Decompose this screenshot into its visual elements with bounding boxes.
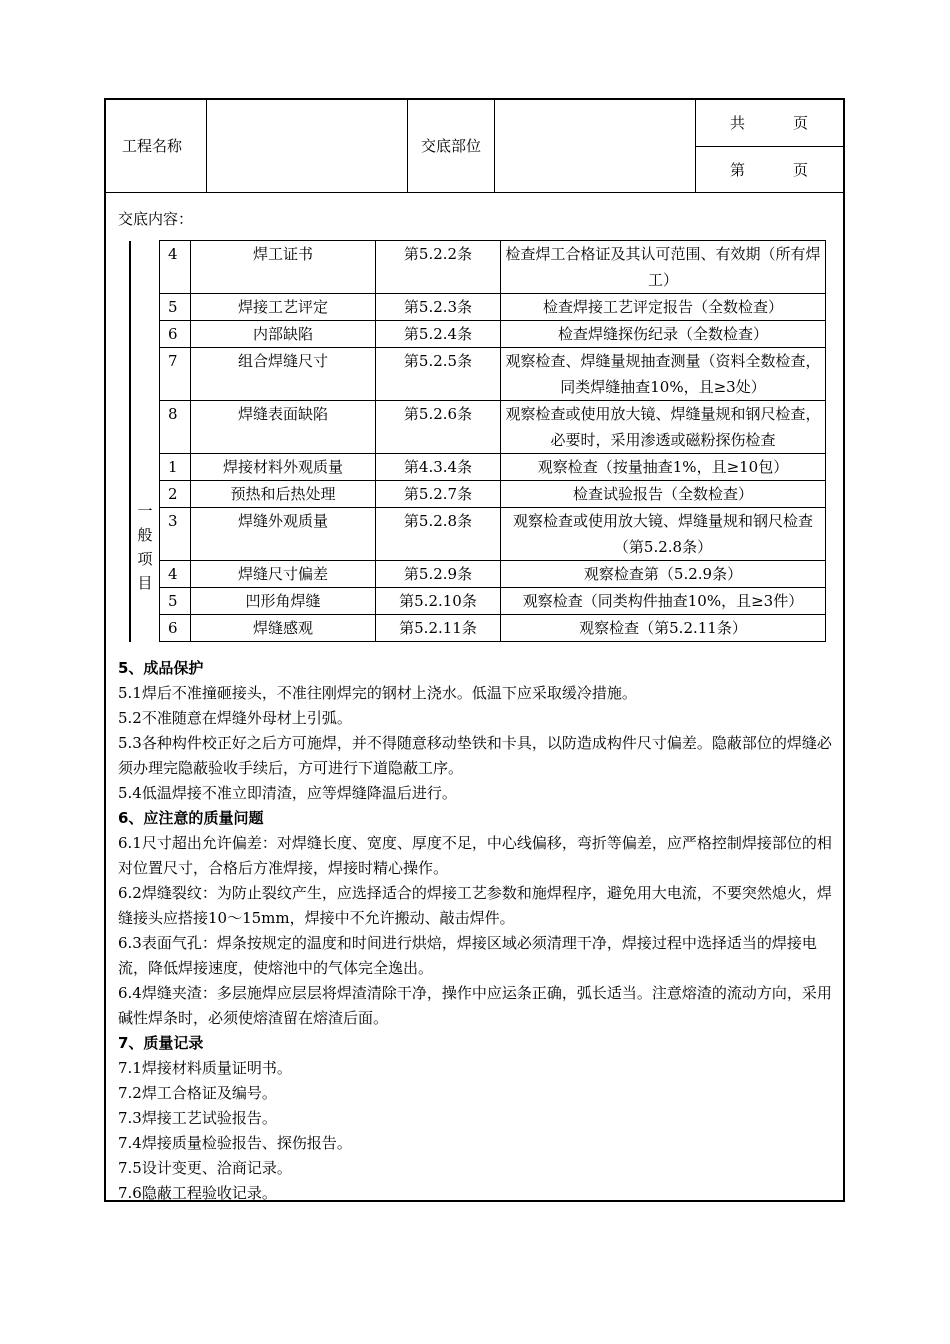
table-row — [130, 481, 826, 508]
page-number-prefix: 第 — [730, 160, 746, 179]
disclosure-part-label: 交底部位 — [408, 100, 495, 192]
row-item: 凹形角焊缝 — [191, 588, 376, 615]
row-clause: 第5.2.2条 — [376, 241, 501, 294]
row-number: 7 — [160, 348, 191, 401]
total-pages-cell — [696, 100, 846, 146]
project-name-value — [207, 100, 408, 192]
table-row — [130, 321, 826, 348]
inspection-table — [129, 240, 826, 642]
row-clause: 第5.2.3条 — [376, 294, 501, 321]
row-clause: 第4.3.4条 — [376, 454, 501, 481]
section-item: 6.2焊缝裂纹：为防止裂纹产生，应选择适合的焊接工艺参数和施焊程序，避免用大电流，不要突然熄火，焊缝接头应搭接10～15mm，焊接中不允许搬动、敲击焊件。 — [118, 884, 832, 927]
section-heading: 5、成品保护 — [118, 659, 204, 677]
section-item: 7.3焊接工艺试验报告。 — [118, 1109, 277, 1127]
section-item: 7.4焊接质量检验报告、探伤报告。 — [118, 1134, 352, 1152]
row-clause: 第5.2.8条 — [376, 508, 501, 561]
section-item: 6.3表面气孔：焊条按规定的温度和时间进行烘焙，焊接区域必须清理干净，焊接过程中选择适当的焊接电流，降低焊接速度，使熔池中的气体完全逸出。 — [118, 934, 817, 977]
table-row — [130, 241, 826, 294]
total-pages-prefix: 共 — [730, 114, 746, 133]
row-clause: 第5.2.7条 — [376, 481, 501, 508]
row-method: 观察检查第（5.2.9条） — [501, 561, 826, 588]
row-item: 焊工证书 — [191, 241, 376, 294]
row-number: 8 — [160, 401, 191, 454]
section-item: 5.4低温焊接不准立即清渣，应等焊缝降温后进行。 — [118, 784, 457, 802]
table-row — [130, 561, 826, 588]
table-row — [130, 615, 826, 642]
row-method: 观察检查或使用放大镜、焊缝量规和钢尺检查（第5.2.8条） — [501, 508, 826, 561]
project-name-label: 工程名称 — [106, 100, 207, 192]
row-number: 5 — [160, 294, 191, 321]
row-item: 焊缝外观质量 — [191, 508, 376, 561]
row-clause: 第5.2.10条 — [376, 588, 501, 615]
row-method: 检查试验报告（全数检查） — [501, 481, 826, 508]
row-number: 3 — [160, 508, 191, 561]
general-group-label: 一般项目 — [137, 502, 153, 592]
general-group-cell — [130, 454, 160, 642]
row-number: 4 — [160, 561, 191, 588]
section-item: 5.3各种构件校正好之后方可施焊，并不得随意移动垫铁和卡具，以防造成构件尺寸偏差。隐蔽部位的焊缝必须办理完隐蔽验收手续后，方可进行下道隐蔽工序。 — [118, 734, 832, 777]
section-heading: 6、应注意的质量问题 — [118, 809, 264, 827]
row-item: 焊接工艺评定 — [191, 294, 376, 321]
row-item: 焊缝感观 — [191, 615, 376, 642]
table-row — [130, 294, 826, 321]
table-row — [130, 401, 826, 454]
row-item: 焊缝表面缺陷 — [191, 401, 376, 454]
row-method: 观察检查（第5.2.11条） — [501, 615, 826, 642]
total-pages-suffix: 页 — [793, 114, 809, 133]
row-item: 组合焊缝尺寸 — [191, 348, 376, 401]
row-item: 预热和后热处理 — [191, 481, 376, 508]
page-number-cell — [696, 146, 846, 192]
row-clause: 第5.2.9条 — [376, 561, 501, 588]
row-method: 观察检查或使用放大镜、焊缝量规和钢尺检查，必要时，采用渗透或磁粉探伤检查 — [501, 401, 826, 454]
row-number: 6 — [160, 321, 191, 348]
row-method: 检查焊工合格证及其认可范围、有效期（所有焊工） — [501, 241, 826, 294]
page-number-suffix: 页 — [793, 160, 809, 179]
row-method: 观察检查、焊缝量规抽查测量（资料全数检查，同类焊缝抽查10%，且≥3处） — [501, 348, 826, 401]
row-number: 5 — [160, 588, 191, 615]
table-row — [130, 508, 826, 561]
section-item: 6.4焊缝夹渣：多层施焊应层层将焊渣清除干净，操作中应运条正确，弧长适当。注意熔渣的流动方向，采用碱性焊条时，必须使熔渣留在熔渣后面。 — [118, 984, 832, 1027]
row-method: 观察检查（同类构件抽查10%，且≥3件） — [501, 588, 826, 615]
row-number: 4 — [160, 241, 191, 294]
section-item: 7.2焊工合格证及编号。 — [118, 1084, 277, 1102]
table-row — [130, 348, 826, 401]
row-method: 观察检查（按量抽查1%，且≥10包） — [501, 454, 826, 481]
table-row — [130, 454, 826, 481]
section-item: 7.6隐蔽工程验收记录。 — [118, 1184, 277, 1202]
main-group-cell — [130, 241, 160, 454]
row-number: 1 — [160, 454, 191, 481]
row-item: 焊接材料外观质量 — [191, 454, 376, 481]
row-item: 内部缺陷 — [191, 321, 376, 348]
row-number: 2 — [160, 481, 191, 508]
intro-label: 交底内容： — [118, 210, 194, 228]
section-item: 5.1焊后不准撞砸接头，不准往刚焊完的钢材上浇水。低温下应采取缓冷措施。 — [118, 684, 637, 702]
row-clause: 第5.2.5条 — [376, 348, 501, 401]
section-heading: 7、质量记录 — [118, 1034, 204, 1052]
disclosure-part-value — [495, 100, 696, 192]
body-text — [118, 656, 838, 1206]
row-method: 检查焊缝探伤纪录（全数检查） — [501, 321, 826, 348]
row-number: 6 — [160, 615, 191, 642]
section-item: 5.2不准随意在焊缝外母材上引弧。 — [118, 709, 352, 727]
row-clause: 第5.2.4条 — [376, 321, 501, 348]
table-row — [130, 588, 826, 615]
row-clause: 第5.2.6条 — [376, 401, 501, 454]
header-table — [106, 100, 845, 193]
row-clause: 第5.2.11条 — [376, 615, 501, 642]
section-item: 7.1焊接材料质量证明书。 — [118, 1059, 292, 1077]
disclosure-form — [104, 98, 845, 1202]
row-method: 检查焊接工艺评定报告（全数检查） — [501, 294, 826, 321]
section-item: 7.5设计变更、洽商记录。 — [118, 1159, 292, 1177]
section-item: 6.1尺寸超出允许偏差：对焊缝长度、宽度、厚度不足，中心线偏移，弯折等偏差，应严格控制焊接部位的相对位置尺寸，合格后方准焊接，焊接时精心操作。 — [118, 834, 832, 877]
row-item: 焊缝尺寸偏差 — [191, 561, 376, 588]
